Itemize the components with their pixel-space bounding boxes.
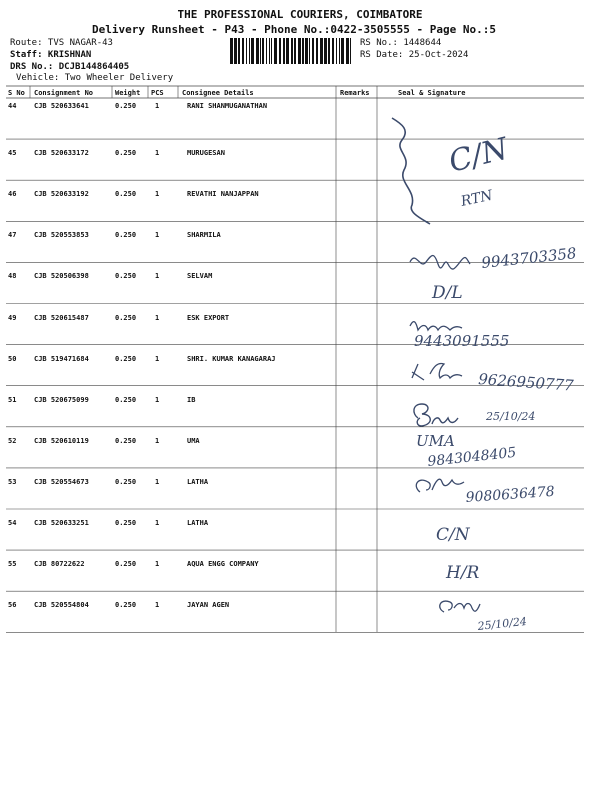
col-header-pcs: PCS <box>151 89 164 97</box>
row-consignment-no: CJB 520633251 <box>34 519 89 527</box>
hw-cn-54: C/N <box>436 525 470 545</box>
hw-phone-52: 9843048405 <box>426 444 518 470</box>
hw-dl-48: D/L <box>432 283 463 303</box>
hw-phone-49: 9443091555 <box>414 332 510 350</box>
row-consignment-no: CJB 80722622 <box>34 560 85 569</box>
row-sno: 50 <box>8 354 17 363</box>
row-weight: 0.250 <box>115 149 137 158</box>
row-consignee: LATHA <box>187 519 209 527</box>
runsheet-line: Delivery Runsheet - P43 - Phone No.:0422-3505555 - Page No.:5 <box>92 23 496 36</box>
row-consignment-no: CJB 520675099 <box>34 395 89 404</box>
signature-56 <box>440 601 480 612</box>
hw-rtn: RTN <box>459 187 495 210</box>
row-consignee: RANI SHANMUGANATHAN <box>187 102 268 110</box>
row-weight: 0.250 <box>115 519 137 527</box>
row-pcs: 1 <box>155 313 160 322</box>
row-weight: 0.250 <box>115 436 137 445</box>
row-pcs: 1 <box>155 395 160 404</box>
hw-cn-top: C/N <box>445 131 512 180</box>
signature-50 <box>412 363 462 380</box>
row-consignment-no: CJB 520553853 <box>34 231 89 240</box>
route-label: Route: TVS NAGAR-43 <box>10 38 113 48</box>
company-title: THE PROFESSIONAL COURIERS, COIMBATORE <box>177 8 423 21</box>
row-weight: 0.250 <box>115 395 137 404</box>
row-weight: 0.250 <box>115 354 137 363</box>
row-pcs: 1 <box>155 231 160 240</box>
row-consignee: AQUA ENGG COMPANY <box>187 560 259 569</box>
row-pcs: 1 <box>155 354 160 363</box>
col-header-sno: S No <box>8 89 25 97</box>
col-header-consignment: Consignment No <box>34 89 94 97</box>
signature-53 <box>416 479 464 492</box>
row-weight: 0.250 <box>115 190 137 199</box>
hw-hr-55: H/R <box>446 563 480 583</box>
row-weight: 0.250 <box>115 313 137 322</box>
hw-phone-47: 9943703358 <box>480 244 578 272</box>
row-sno: 52 <box>8 436 17 445</box>
signature-51 <box>414 404 458 426</box>
col-header-consignee: Consignee Details <box>182 89 254 97</box>
row-consignee: JAYAN AGEN <box>187 601 230 610</box>
row-sno: 46 <box>8 190 17 199</box>
row-consignee: UMA <box>187 436 200 445</box>
row-consignment-no: CJB 520633172 <box>34 149 89 158</box>
row-pcs: 1 <box>155 272 160 281</box>
row-sno: 49 <box>8 313 17 322</box>
row-sno: 55 <box>8 560 17 569</box>
row-sno: 56 <box>8 601 17 610</box>
col-header-weight: Weight <box>115 89 141 97</box>
row-pcs: 1 <box>155 149 160 158</box>
row-consignment-no: CJB 520554673 <box>34 477 89 486</box>
drs-number: DRS No.: DCJB144864405 <box>10 62 130 72</box>
hw-phone-50: 9626950777 <box>477 370 575 395</box>
vehicle-label: Vehicle: Two Wheeler Delivery <box>16 73 174 83</box>
row-consignment-no: CJB 520615487 <box>34 313 89 322</box>
row-weight: 0.250 <box>115 477 137 486</box>
hw-phone-53: 9080636478 <box>465 483 556 506</box>
row-consignee: SHARMILA <box>187 231 221 240</box>
row-sno: 48 <box>8 272 17 281</box>
staff-label: Staff: KRISHNAN <box>10 50 92 60</box>
row-weight: 0.250 <box>115 272 137 281</box>
row-consignee: ESK EXPORT <box>187 313 230 322</box>
signature-49 <box>410 322 462 330</box>
bracket-stroke <box>392 118 430 224</box>
hw-date-56: 25/10/24 <box>476 614 528 633</box>
row-consignee: SHRI. KUMAR KANAGARAJ <box>187 354 276 363</box>
row-consignment-no: CJB 520633641 <box>34 102 89 110</box>
row-weight: 0.250 <box>115 560 137 569</box>
row-consignment-no: CJB 520506398 <box>34 272 89 281</box>
hw-date-51: 25/10/24 <box>486 410 536 423</box>
col-header-seal: Seal & Signature <box>398 89 466 97</box>
row-sno: 44 <box>8 102 17 110</box>
row-weight: 0.250 <box>115 102 137 110</box>
signature-47 <box>410 256 470 270</box>
row-sno: 54 <box>8 519 17 527</box>
row-pcs: 1 <box>155 190 160 199</box>
row-consignment-no: CJB 520610119 <box>34 436 89 445</box>
row-consignee: REVATHI NANJAPPAN <box>187 190 259 199</box>
row-consignee: SELVAM <box>187 272 213 281</box>
row-pcs: 1 <box>155 601 160 610</box>
row-weight: 0.250 <box>115 231 137 240</box>
row-pcs: 1 <box>155 436 160 445</box>
row-consignment-no: CJB 520633192 <box>34 190 89 199</box>
row-consignment-no: CJB 519471684 <box>34 354 89 363</box>
row-consignee: LATHA <box>187 477 209 486</box>
row-sno: 53 <box>8 477 17 486</box>
row-pcs: 1 <box>155 102 160 110</box>
row-pcs: 1 <box>155 560 160 569</box>
row-sno: 51 <box>8 395 17 404</box>
row-pcs: 1 <box>155 519 160 527</box>
row-sno: 47 <box>8 231 17 240</box>
hw-name-52: UMA <box>416 432 455 450</box>
col-header-remarks: Remarks <box>340 89 370 97</box>
row-consignment-no: CJB 520554804 <box>34 601 89 610</box>
row-consignee: MURUGESAN <box>187 149 225 158</box>
row-sno: 45 <box>8 149 17 158</box>
rs-date: RS Date: 25-Oct-2024 <box>360 50 469 60</box>
row-weight: 0.250 <box>115 601 137 610</box>
row-consignee: IB <box>187 395 196 404</box>
rs-number: RS No.: 1448644 <box>360 38 442 48</box>
row-pcs: 1 <box>155 477 160 486</box>
